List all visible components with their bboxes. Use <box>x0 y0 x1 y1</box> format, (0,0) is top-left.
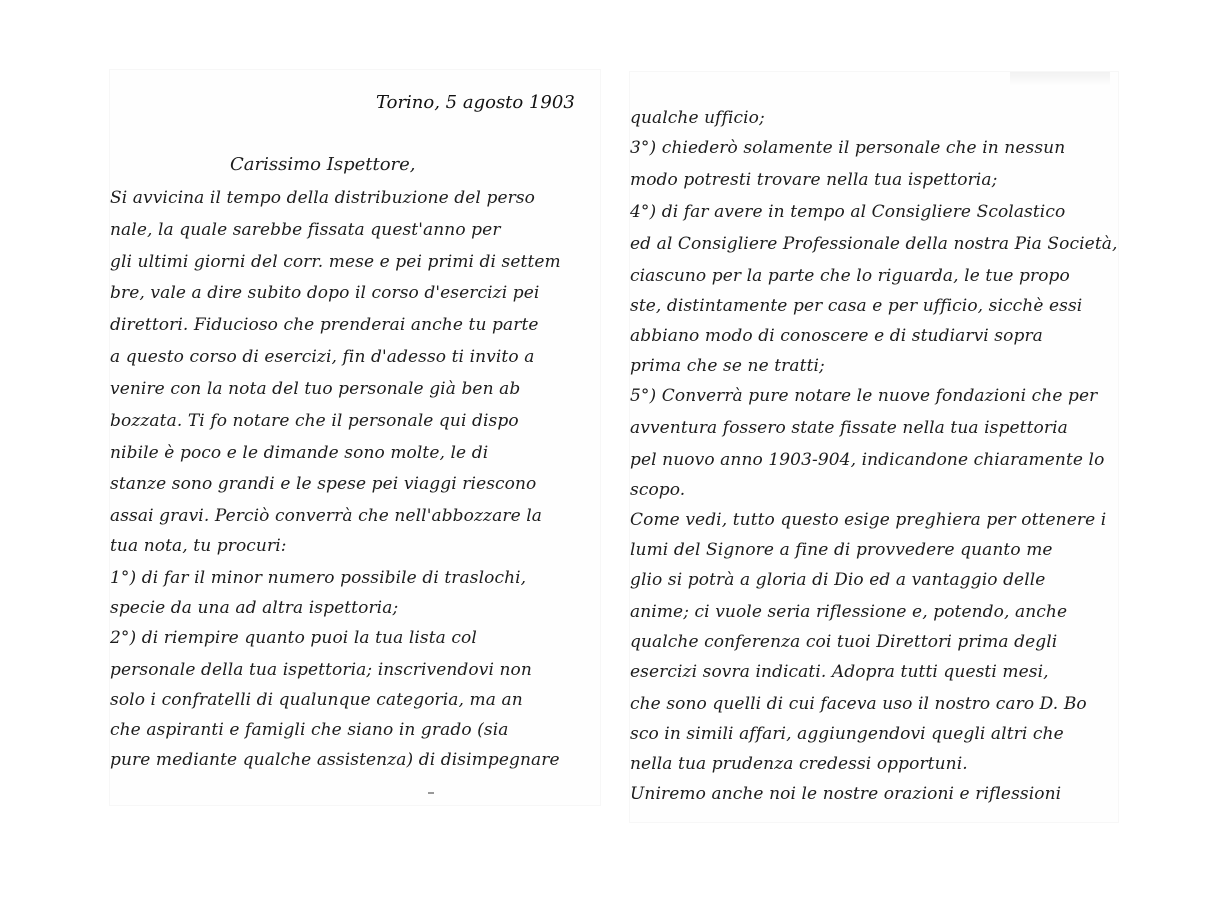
left-line: personale della tua ispettoria; inscrivendovi non <box>110 660 532 680</box>
right-line: prima che se ne tratti; <box>630 356 825 376</box>
left-page <box>110 70 600 805</box>
right-line: lumi del Signore a fine di provvedere quanto me <box>630 540 1053 560</box>
ink-smudge <box>428 792 434 794</box>
right-line: Come vedi, tutto questo esige preghiera per ottenere i <box>630 510 1107 530</box>
right-line: 5°) Converrà pure notare le nuove fondazioni che per <box>630 386 1098 406</box>
right-line: nella tua prudenza credessi opportuni. <box>630 754 968 774</box>
right-line: ciascuno per la parte che lo riguarda, le tue propo <box>630 266 1070 286</box>
right-line: 4°) di far avere in tempo al Consigliere Scolastico <box>630 202 1066 222</box>
right-line: sco in simili affari, aggiungendovi quegli altri che <box>630 724 1064 744</box>
right-page <box>630 72 1118 822</box>
left-line: nibile è poco e le dimande sono molte, le di <box>110 443 489 463</box>
right-line: ed al Consigliere Professionale della nostra Pia Società, <box>630 234 1118 254</box>
left-line: pure mediante qualche assistenza) di disimpegnare <box>110 750 560 770</box>
right-line: Uniremo anche noi le nostre orazioni e riflessioni <box>630 784 1062 804</box>
right-line: anime; ci vuole seria riflessione e, potendo, anche <box>630 602 1068 622</box>
letter-date: Torino, 5 agosto 1903 <box>376 92 575 113</box>
left-line: specie da una ad altra ispettoria; <box>110 598 399 618</box>
left-line: nale, la quale sarebbe fissata quest'anno per <box>110 220 501 240</box>
left-line: Si avvicina il tempo della distribuzione del perso <box>110 188 536 208</box>
right-line: che sono quelli di cui faceva uso il nostro caro D. Bo <box>630 694 1087 714</box>
right-line: avventura fossero state fissate nella tua ispettoria <box>630 418 1068 438</box>
right-line: scopo. <box>630 480 686 500</box>
left-line: assai gravi. Perciò converrà che nell'abbozzare la <box>110 506 543 526</box>
left-line: bre, vale a dire subito dopo il corso d'esercizi pei <box>110 283 540 303</box>
left-line: tua nota, tu procuri: <box>110 536 287 556</box>
right-line: glio si potrà a gloria di Dio ed a vantaggio delle <box>630 570 1046 590</box>
right-line: ste, distintamente per casa e per ufficio, sicchè essi <box>630 296 1083 316</box>
left-line: venire con la nota del tuo personale già ben ab <box>110 379 521 399</box>
right-line: pel nuovo anno 1903-904, indicandone chiaramente lo <box>630 450 1105 470</box>
left-line: bozzata. Ti fo notare che il personale qui dispo <box>110 411 519 431</box>
left-line: 1°) di far il minor numero possibile di traslochi, <box>110 568 527 588</box>
left-line: stanze sono grandi e le spese pei viaggi riescono <box>110 474 537 494</box>
left-line: solo i confratelli di qualunque categoria, ma an <box>110 690 523 710</box>
left-line: 2°) di riempire quanto puoi la tua lista col <box>110 628 477 648</box>
left-line: direttori. Fiducioso che prenderai anche tu parte <box>110 315 539 335</box>
right-line: esercizi sovra indicati. Adopra tutti questi mesi, <box>630 662 1049 682</box>
letter-salutation: Carissimo Ispettore, <box>230 154 416 175</box>
right-line: qualche conferenza coi tuoi Direttori prima degli <box>630 632 1058 652</box>
left-line: che aspiranti e famigli che siano in grado (sia <box>110 720 509 740</box>
left-line: gli ultimi giorni del corr. mese e pei primi di settem <box>110 252 561 272</box>
left-line: a questo corso di esercizi, fin d'adesso ti invito a <box>110 347 535 367</box>
right-line: abbiano modo di conoscere e di studiarvi sopra <box>630 326 1043 346</box>
right-line: 3°) chiederò solamente il personale che in nessun <box>630 138 1066 158</box>
right-line: modo potresti trovare nella tua ispettoria; <box>630 170 998 190</box>
right-line: qualche ufficio; <box>630 108 765 128</box>
